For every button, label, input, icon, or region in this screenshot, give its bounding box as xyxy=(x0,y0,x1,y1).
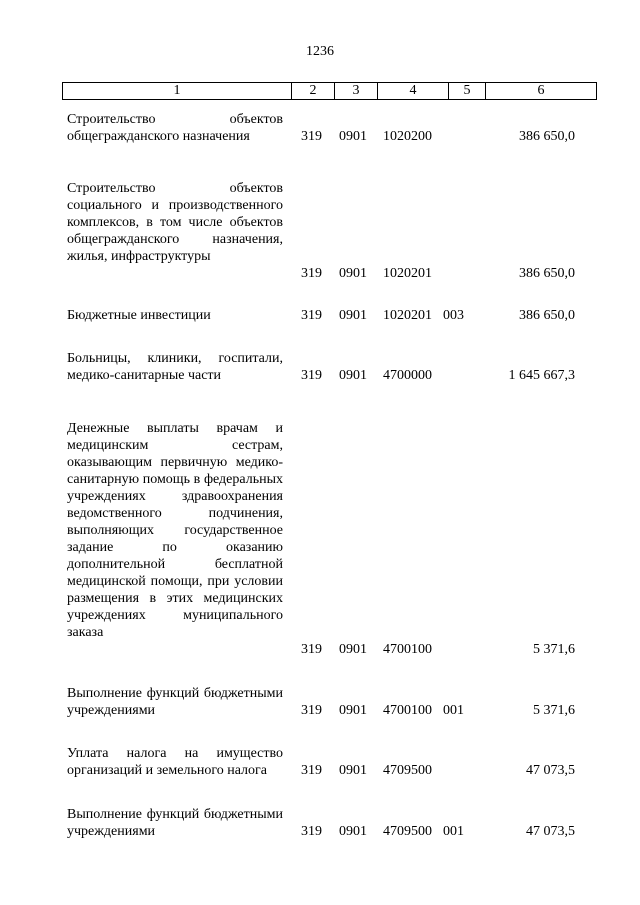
page-number: 1236 xyxy=(306,44,334,59)
column-header-row xyxy=(63,83,597,100)
row-kind: 001 xyxy=(443,703,464,718)
row-article: 4700100 xyxy=(383,642,432,657)
row-code: 319 xyxy=(301,368,322,383)
row-description: Строительство объектов общегражданского назначения xyxy=(67,112,283,144)
row-code: 319 xyxy=(301,129,322,144)
row-description: Выполнение функций бюджетными учреждениями xyxy=(67,686,283,718)
row-section: 0901 xyxy=(339,129,367,144)
row-article: 1020201 xyxy=(383,308,432,323)
row-sum: 386 650,0 xyxy=(519,308,575,323)
row-sum: 386 650,0 xyxy=(519,129,575,144)
row-article: 4709500 xyxy=(383,824,432,839)
row-code: 319 xyxy=(301,266,322,281)
row-kind: 001 xyxy=(443,824,464,839)
row-article: 4700100 xyxy=(383,703,432,718)
row-kind: 003 xyxy=(443,308,464,323)
row-article: 4700000 xyxy=(383,368,432,383)
row-description: Уплата налога на имущество организаций и земельного налога xyxy=(67,746,283,778)
column-header-3: 3 xyxy=(335,83,378,100)
row-description: Бюджетные инвестиции xyxy=(67,308,211,323)
row-code: 319 xyxy=(301,763,322,778)
row-code: 319 xyxy=(301,824,322,839)
row-code: 319 xyxy=(301,703,322,718)
column-header-2: 2 xyxy=(292,83,335,100)
row-sum: 1 645 667,3 xyxy=(508,368,575,383)
row-sum: 5 371,6 xyxy=(533,703,575,718)
row-section: 0901 xyxy=(339,368,367,383)
row-sum: 5 371,6 xyxy=(533,642,575,657)
row-sum: 47 073,5 xyxy=(526,824,575,839)
row-sum: 47 073,5 xyxy=(526,763,575,778)
row-article: 1020200 xyxy=(383,129,432,144)
row-section: 0901 xyxy=(339,308,367,323)
row-section: 0901 xyxy=(339,266,367,281)
column-header-table xyxy=(62,82,597,100)
row-description: Строительство объектов социального и производственного комплексов, в том числе объектов общегражданского назначения, жилья, инфраструктуры xyxy=(67,181,283,264)
column-header-1: 1 xyxy=(63,83,292,100)
row-sum: 386 650,0 xyxy=(519,266,575,281)
row-section: 0901 xyxy=(339,824,367,839)
row-code: 319 xyxy=(301,642,322,657)
row-article: 4709500 xyxy=(383,763,432,778)
row-description: Денежные выплаты врачам и медицинским сестрам, оказывающим первичную медико-санитарную помощь в федеральных учреждениях здравоохранения ведомственного подчинения, выполняющих государственное задание по оказанию дополнительной бесплатной медицинской помощи, при условии размещения в этих медицинских учреждениях муниципального заказа xyxy=(67,421,283,640)
row-article: 1020201 xyxy=(383,266,432,281)
row-description: Выполнение функций бюджетными учреждениями xyxy=(67,807,283,839)
row-description: Больницы, клиники, госпитали, медико-санитарные части xyxy=(67,351,283,383)
row-section: 0901 xyxy=(339,763,367,778)
column-header-6: 6 xyxy=(486,83,597,100)
column-header-5: 5 xyxy=(449,83,486,100)
row-section: 0901 xyxy=(339,642,367,657)
row-section: 0901 xyxy=(339,703,367,718)
column-header-4: 4 xyxy=(378,83,449,100)
row-code: 319 xyxy=(301,308,322,323)
